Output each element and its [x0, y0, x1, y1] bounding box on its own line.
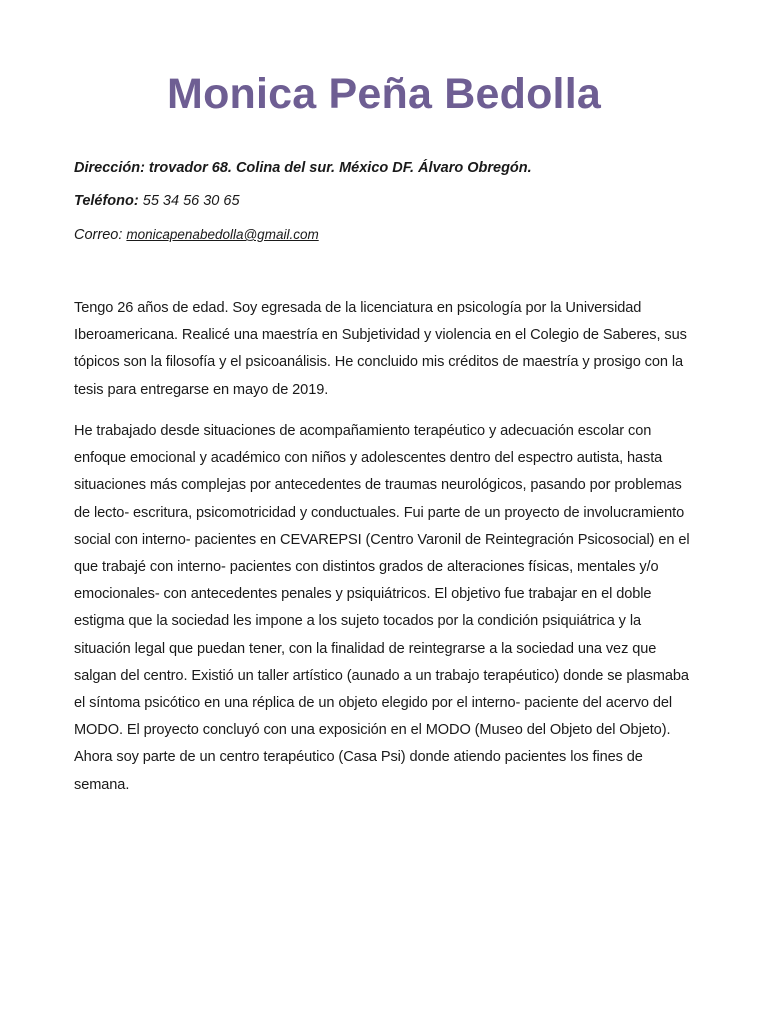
- contact-address: Dirección: trovador 68. Colina del sur. México DF. Álvaro Obregón.: [74, 160, 532, 176]
- contact-email: [74, 225, 714, 245]
- email-label: Correo:: [74, 227, 123, 243]
- summary-paragraph-2: He trabajado desde situaciones de acompañamiento terapéutico y adecuación escolar con enfoque emocional y académico con niños y adolescentes dentro del espectro autista, hasta situaciones más complejas por antecedentes de traumas neurológicos, pasando por problemas de lecto- escritura, psicomotricidad y conductuales. Fui parte de un proyecto de involucramiento social con interno- pacientes en CEVAREPSI (Centro Varonil de Reintegración Psicosocial) en el que trabajé con interno- pacientes con distintos grados de alteraciones físicas, mentales y/o emocionales- con antecedentes penales y psiquiátricos. El objetivo fue trabajar en el doble estigma que la sociedad les impone a los sujeto tocados por la condición psiquiátrica y la situación legal que puedan tener, con la finalidad de reintegrarse a la sociedad una vez que salgan del centro. Existió un taller artístico (aunado a un trabajo terapéutico) donde se plasmaba el síntoma psicótico en una réplica de un objeto elegido por el interno- paciente del acervo del MODO. El proyecto concluyó con una exposición en el MODO (Museo del Objeto del Objeto). Ahora soy parte de un centro terapéutico (Casa Psi) donde atiendo pacientes los fines de semana.: [74, 423, 690, 793]
- phone-value: 55 34 56 30 65: [142, 193, 240, 209]
- summary-paragraph-1: Tengo 26 años de edad. Soy egresada de la licenciatura en psicología por la Universidad Iberoamericana. Realicé una maestría en Subjetividad y violencia en el Colegio de Saberes, sus tópicos son la filosofía y el psicoanálisis. He concluido mis créditos de maestría y prosigo con la tesis para entregarse en mayo de 2019.: [74, 300, 687, 398]
- page-title: Monica Peña Bedolla: [167, 70, 601, 118]
- contact-phone: [74, 191, 714, 211]
- phone-label: Teléfono:: [74, 193, 139, 209]
- email-link[interactable]: monicapenabedolla@gmail.com: [126, 227, 319, 242]
